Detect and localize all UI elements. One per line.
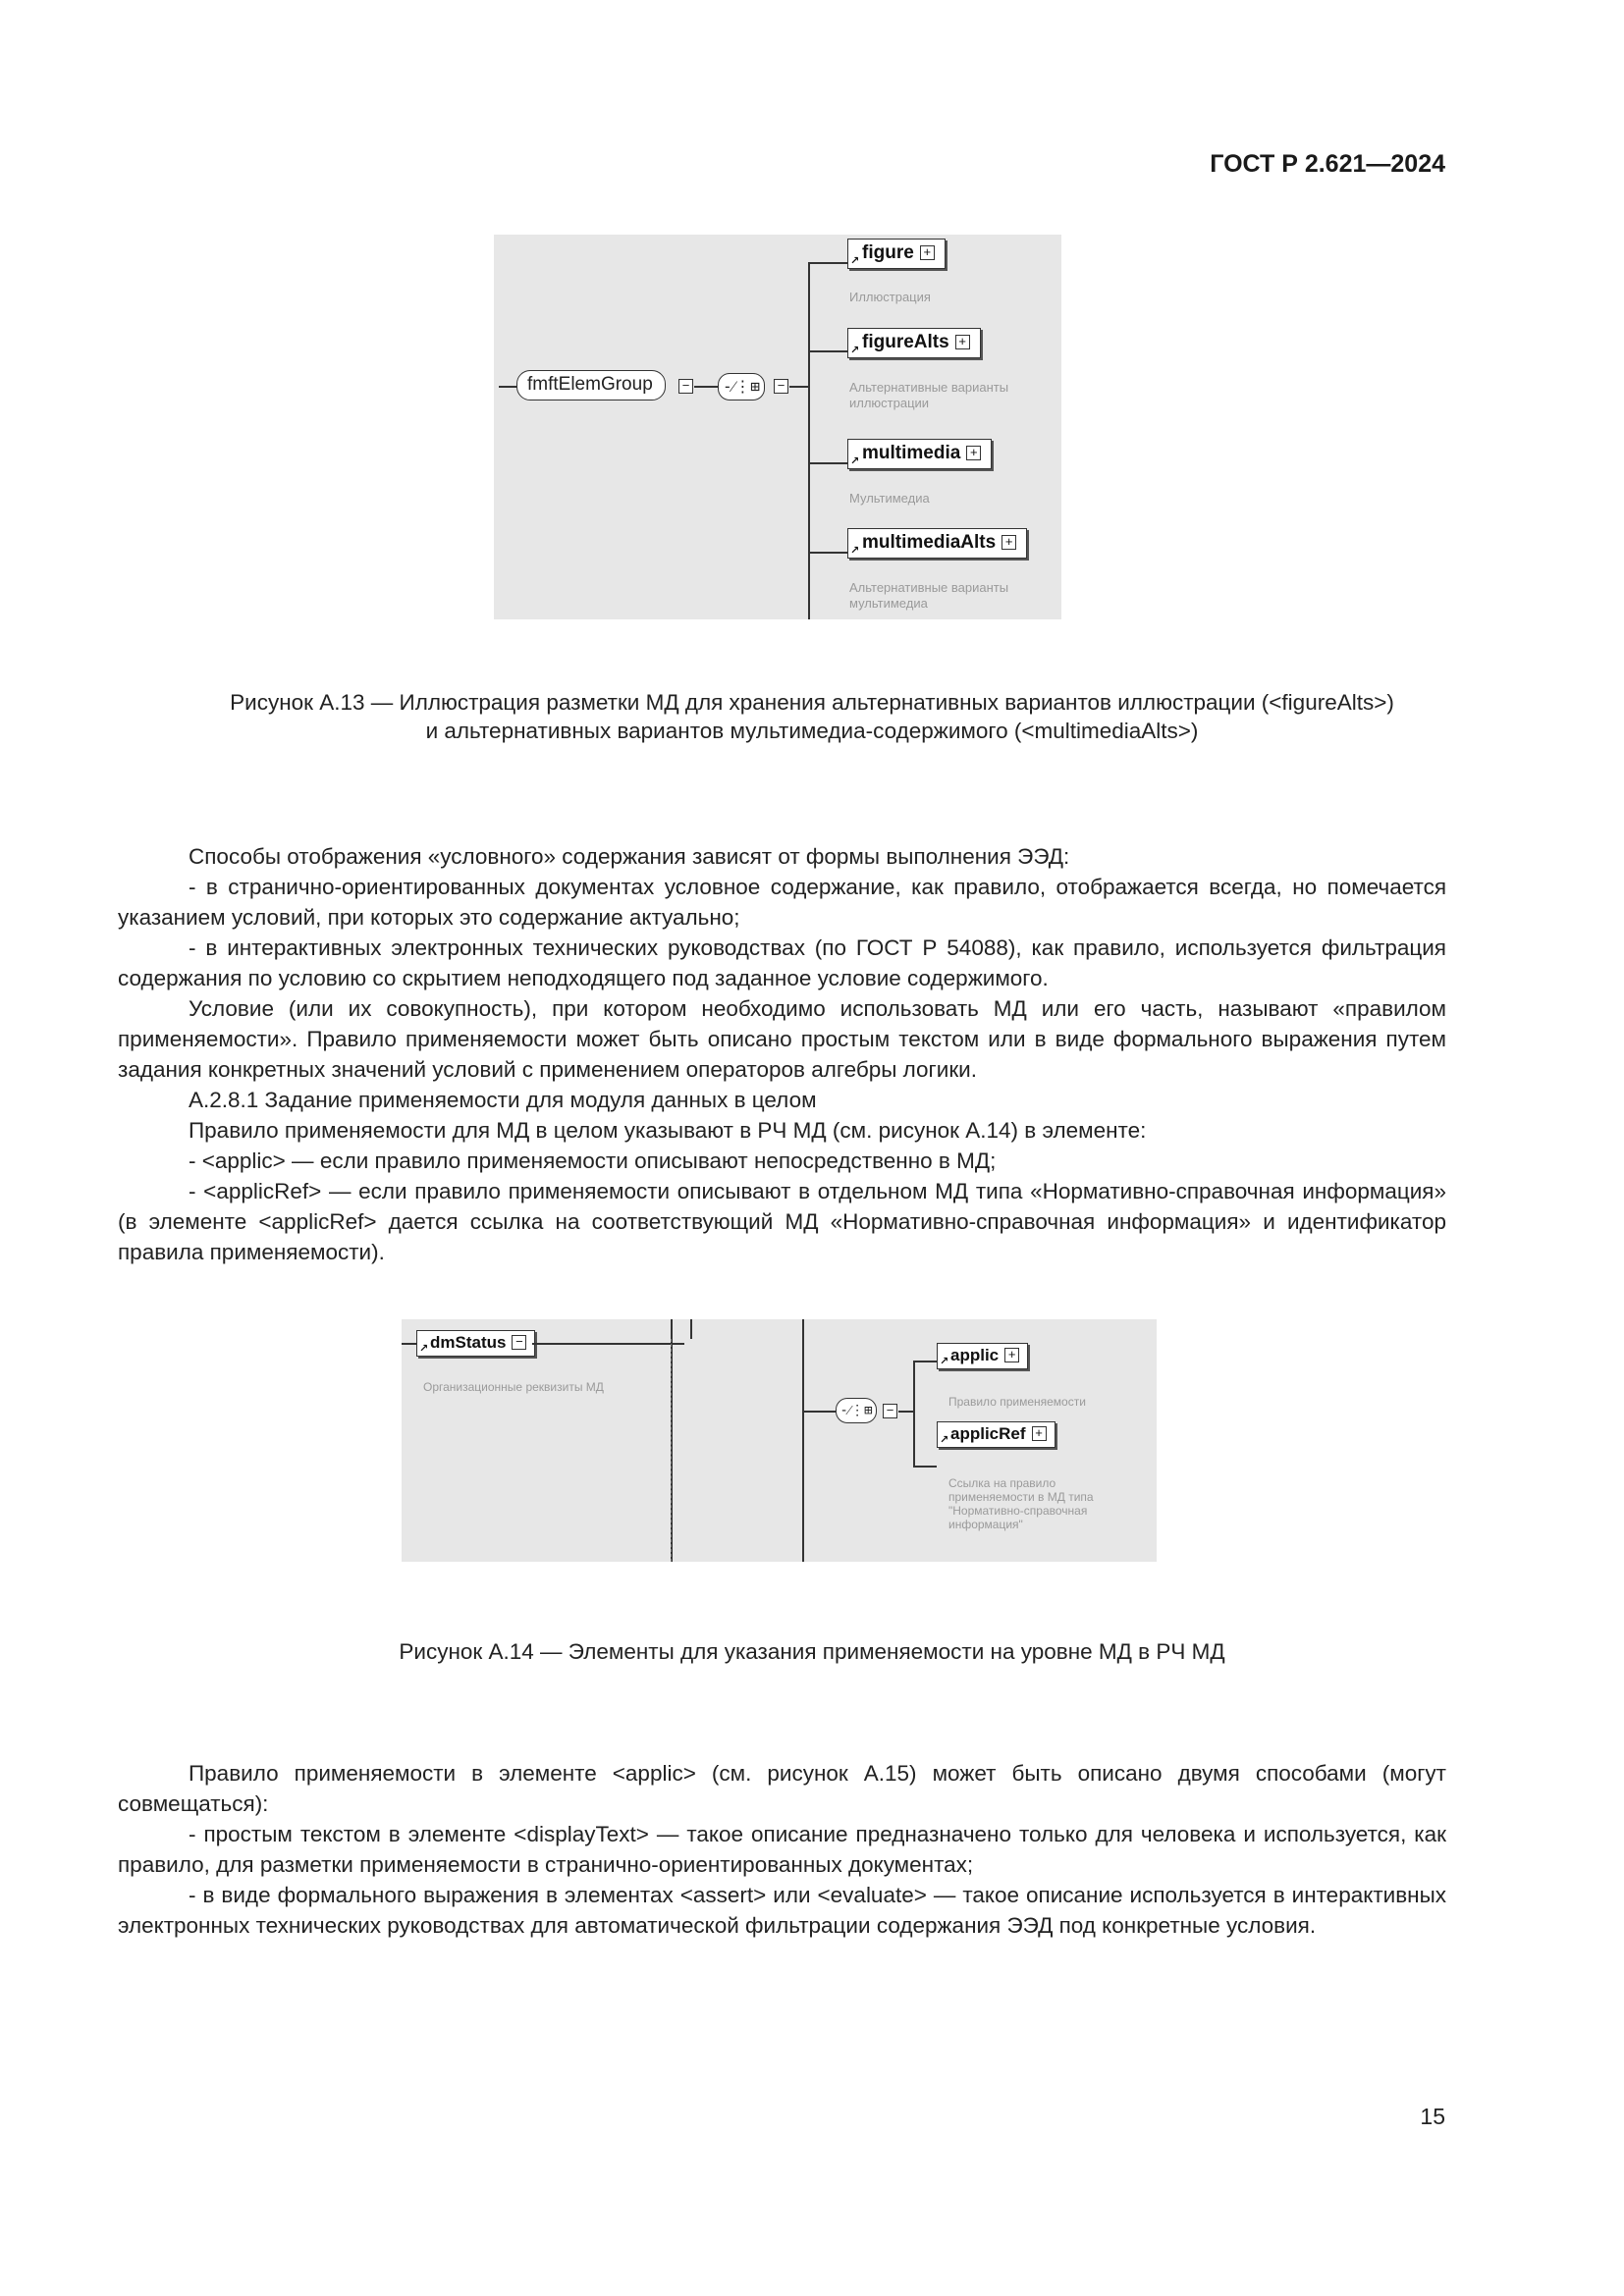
figure-a14-diagram [402,1319,1157,1562]
element-applicRef: ↗ applicRef + [937,1421,1056,1448]
body-text-section-2: Правило применяемости в элементе <applic> (см. рисунок А.15) может быть описано двумя способами (могут совмещаться): - простым текстом в элементе <displayText> — такое описание предназначено только для человека и используется, как правило, для разметки применяемости в странично-ориентированных документах; - в виде формального выражения в элементах <assert> или <evaluate> — такое описание используется в интерактивных электронных технических руководствах для автоматической фильтрации содержания ЭЭД под конкретные условия. [118,1761,1446,1938]
fmftElemGroup-node [516,370,666,400]
collapse-icon: − [774,379,788,394]
collapse-icon: − [678,379,693,394]
expand-icon: + [955,335,970,349]
choice-compositor-icon: -⁄⋮⊞ [718,373,765,400]
element-figure: ↗ figure + [847,239,946,269]
document-header: ГОСТ Р 2.621—2024 [1210,150,1445,178]
group-label: fmftElemGroup [527,374,653,395]
element-description: Альтернативные варианты мультимедиа [849,580,1009,611]
element-description: Правило применяемости [948,1395,1086,1409]
expand-icon: + [1004,1348,1019,1362]
choice-compositor-icon: -⁄⋮⊞ [836,1398,877,1423]
page-number: 15 [1420,2104,1445,2129]
element-dmStatus: ↗ dmStatus − [416,1330,535,1357]
element-description: Альтернативные варианты иллюстрации [849,380,1009,410]
element-description: Иллюстрация [849,290,931,304]
element-description: Организационные реквизиты МД [423,1380,604,1394]
element-description: Мультимедиа [849,491,930,506]
element-description: Ссылка на правило применяемости в МД типа "Нормативно-справочная информация" [948,1476,1094,1531]
figure-a13-caption: Рисунок А.13 — Иллюстрация разметки МД для хранения альтернативных вариантов иллюстрации (<figureAlts>) и альтернативных вариантов мультимедиа-содержимого (<multimediaAlts>) [230,690,1394,743]
element-figureAlts: ↗ figureAlts + [847,328,981,358]
element-multimediaAlts: ↗ multimediaAlts + [847,528,1027,559]
subsection-heading: А.2.8.1 Задание применяемости для модуля данных в целом [189,1088,817,1112]
element-multimedia: ↗ multimedia + [847,439,992,469]
collapse-icon: − [883,1404,897,1418]
expand-icon: + [1032,1426,1047,1441]
expand-icon: + [1001,535,1016,550]
body-text-section-1: Способы отображения «условного» содержания зависят от формы выполнения ЭЭД: - в странично-ориентированных документах условное содержание, как правило, отображается всегда, но помечается указанием условий, при которых это содержание актуально; - в интерактивных электронных технических руководствах (по ГОСТ Р 54088), как правило, используется фильтрация содержания по условию со скрытием неподходящего под заданное условие содержимого. Условие (или их совокупность), при котором необходимо использовать МД или его часть, называют «правилом применяемости». Правило применяемости может быть описано простым текстом или в виде формального выражения путем задания конкретных значений условий с применением операторов алгебры логики. А.2.8.1 Задание применяемости для модуля данных в целом Правило применяемости для МД в целом указывают в РЧ МД (см. рисунок А.14) в элементе: - <applic> — если правило применяемости описывают непосредственно в МД; - <applicRef> — если правило применяемости описывают в отдельном МД типа «Нормативно-справочная информация» (в элементе <applicRef> дается ссылка на соответствующий МД «Нормативно-справочная информация» и идентификатор правила применяемости). [118,844,1446,1264]
expand-icon: + [966,446,981,460]
element-applic: ↗ applic + [937,1343,1028,1369]
expand-icon: + [920,245,935,260]
expand-icon: − [512,1335,526,1350]
figure-a13-diagram [494,235,1061,619]
figure-a14-caption: Рисунок А.14 — Элементы для указания применяемости на уровне МД в РЧ МД [399,1639,1225,1664]
